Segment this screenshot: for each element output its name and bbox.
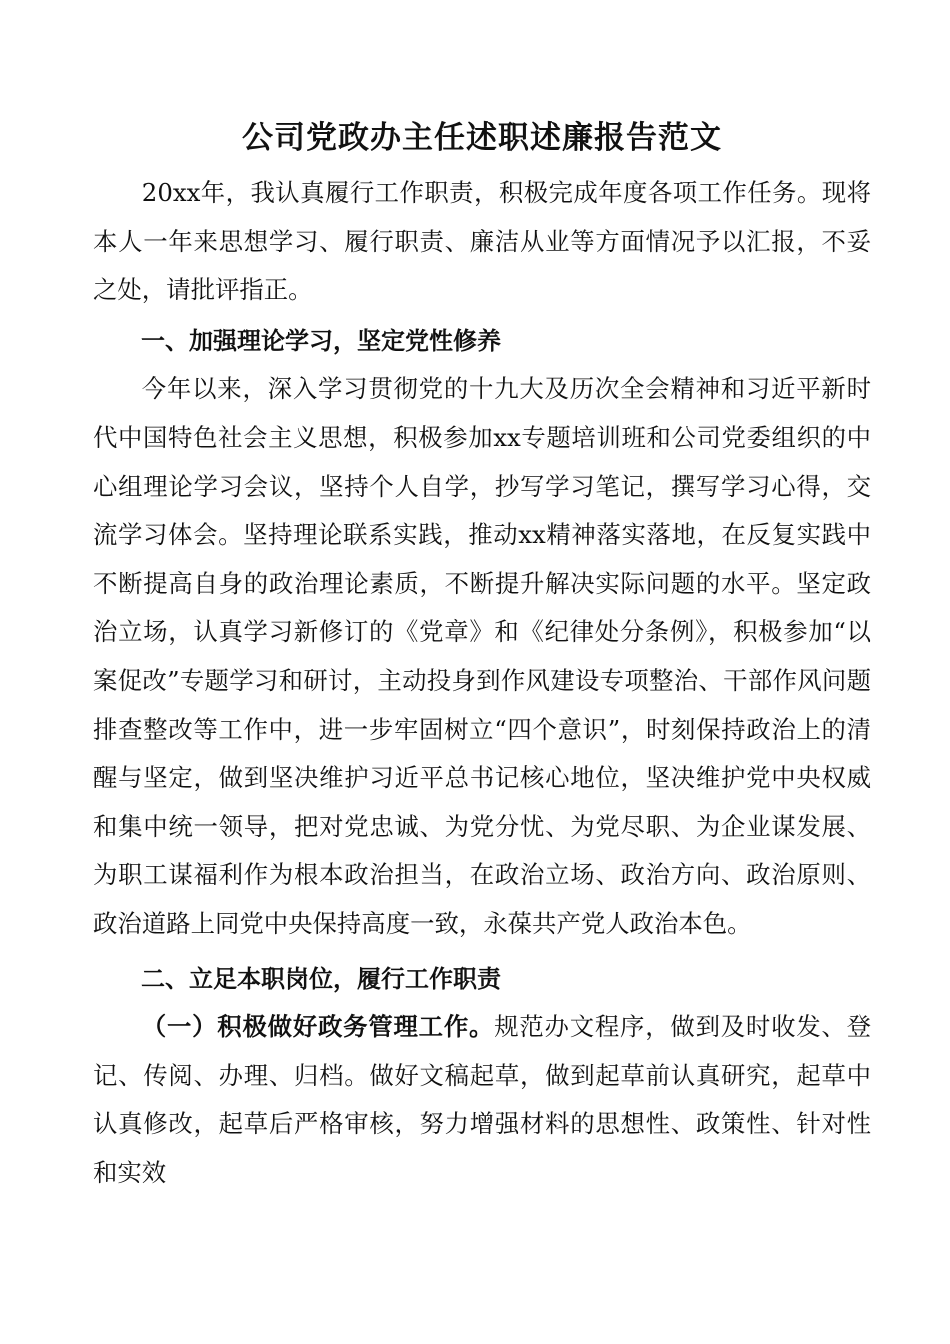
section-2-item-1-body: 规范办文程序，做到及时收发、登记、传阅、办理、归档。做好文稿起草，做到起草前认真研究，起草中认真修改，起草后严格审核，努力增强材料的思想性、政策性、针对性和实效 <box>93 1012 871 1187</box>
section-2-item-1-lead: （一）积极做好政务管理工作。 <box>141 1012 495 1042</box>
section-2-heading: 二、立足本职岗位，履行工作职责 <box>141 964 501 993</box>
intro-paragraph: 20xx年，我认真履行工作职责，积极完成年度各项工作任务。现将本人一年来思想学习、履行职责、廉洁从业等方面情况予以汇报，不妥之处，请批评指正。 <box>93 178 871 305</box>
section-1-paragraph: 今年以来，深入学习贯彻党的十九大及历次全会精神和习近平新时代中国特色社会主义思想，积极参加xx专题培训班和公司党委组织的中心组理论学习会议，坚持个人自学，抄写学习笔记，撰写学习心得，交流学习体会。坚持理论联系实践，推动xx精神落实落地，在反复实践中不断提高自身的政治理论素质，不断提升解决实际问题的水平。坚定政治立场，认真学习新修订的《党章》和《纪律处分条例》，积极参加“以案促改”专题学习和研讨，主动投身到作风建设专项整治、干部作风问题排查整改等工作中，进一步牢固树立“四个意识”，时刻保持政治上的清醒与坚定，做到坚决维护习近平总书记核心地位，坚决维护党中央权威和集中统一领导，把对党忠诚、为党分忧、为党尽职、为企业谋发展、为职工谋福利作为根本政治担当，在政治立场、政治方向、政治原则、政治道路上同党中央保持高度一致，永葆共产党人政治本色。 <box>93 374 871 938</box>
section-2-item-1-paragraph <box>93 1003 871 1197</box>
document-page <box>93 112 871 1197</box>
document-title: 公司党政办主任述职述廉报告范文 <box>242 120 722 156</box>
section-1-heading: 一、加强理论学习，坚定党性修养 <box>141 326 501 355</box>
